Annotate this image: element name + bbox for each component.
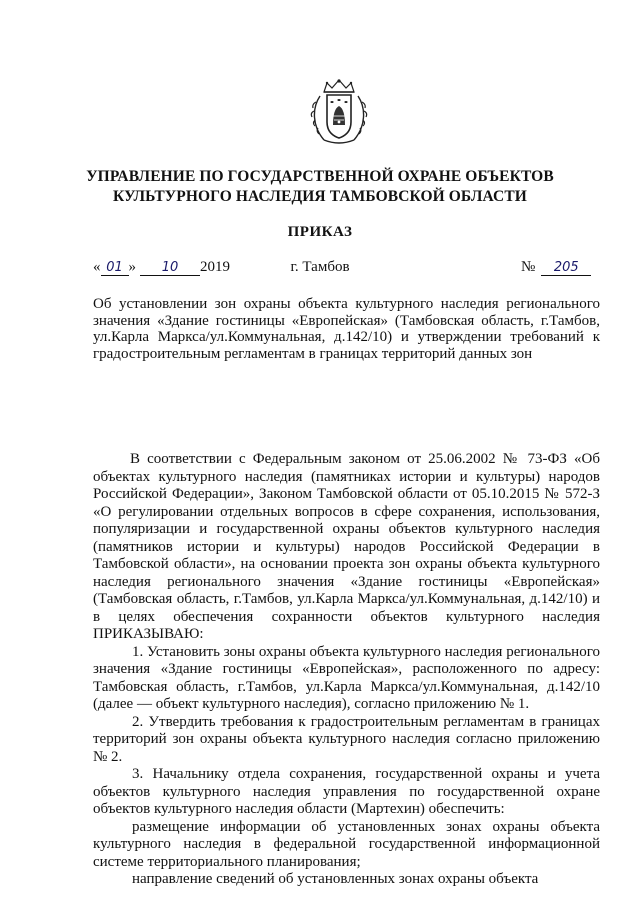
- date-year: 2019: [200, 259, 230, 275]
- agency-name-line-1: УПРАВЛЕНИЕ ПО ГОСУДАРСТВЕННОЙ ОХРАНЕ ОБЪЕКТОВ: [86, 168, 554, 185]
- order-subject-text: Об установлении зон охраны объекта культурного наследия регионального значения «Здание гостиницы «Европейская» (Тамбовская область, г.Тамбов, ул.Карла Маркса/ул.Коммунальная, д.142/10) и утверждении требований к градостроительным регламентам в границах территорий данных зон: [93, 296, 600, 362]
- order-item-2: 2. Утвердить требования к градостроительным регламентам в границах территорий зон охраны объекта культурного наследия согласно приложению № 2.: [93, 713, 600, 765]
- date-month-handwritten: 10: [140, 260, 200, 276]
- order-item-3-subitem-b: направление сведений об установленных зонах охраны объекта: [132, 871, 539, 887]
- order-item-3: 3. Начальнику отдела сохранения, государственной охраны и учета объектов культурного наследия управления по государственной охране объектов культурного наследия области (Мартехин) обеспечить:: [93, 766, 600, 817]
- agency-name-line-2: КУЛЬТУРНОГО НАСЛЕДИЯ ТАМБОВСКОЙ ОБЛАСТИ: [113, 188, 527, 205]
- preamble-paragraph: В соответствии с Федеральным законом от 25.06.2002 № 73-ФЗ «Об объектах культурного наследия (памятниках истории и культуры) народов Российской Федерации», Законом Тамбовской области от 05.10.2015 № 572-З «О регулировании отдельных вопросов в сфере сохранения, использования, популяризации и государственной охраны объектов культурного наследия (памятников истории и культуры) народов Российской Федерации в Тамбовской области», на основании проекта зон охраны объекта культурного наследия регионального значения «Здание гостиницы «Европейская» (Тамбовская область, г.Тамбов, ул.Карла Маркса/ул.Коммунальная, д.142/10) и в целях обеспечения сохранности объектов культурного наследия ПРИКАЗЫВАЮ:: [93, 451, 600, 642]
- order-number: [521, 257, 591, 277]
- order-body: [93, 451, 600, 889]
- number-sign: №: [521, 259, 536, 275]
- order-subject: [93, 296, 600, 362]
- date-quote-open: «: [93, 259, 101, 275]
- date-day-handwritten: 01: [101, 260, 129, 276]
- order-number-handwritten: 205: [541, 260, 591, 276]
- order-item-1: 1. Установить зоны охраны объекта культурного наследия регионального значения «Здание гостиницы «Европейская», расположенного по адресу: Тамбовская область, г.Тамбов, ул.Карла Маркса/ул.Коммунальная, д.142/10 (далее — объект культурного наследия), согласно приложению № 1.: [93, 643, 600, 712]
- order-item-3-subitem-a: размещение информации об установленных зонах охраны объекта культурного наследия в федеральной государственной информационной системе территориального планирования;: [93, 818, 600, 870]
- document-type-heading: ПРИКАЗ: [287, 224, 353, 240]
- date-quote-close: »: [128, 259, 136, 275]
- order-city: г. Тамбов: [290, 259, 350, 275]
- tambov-oblast-coat-of-arms-icon: [310, 78, 368, 148]
